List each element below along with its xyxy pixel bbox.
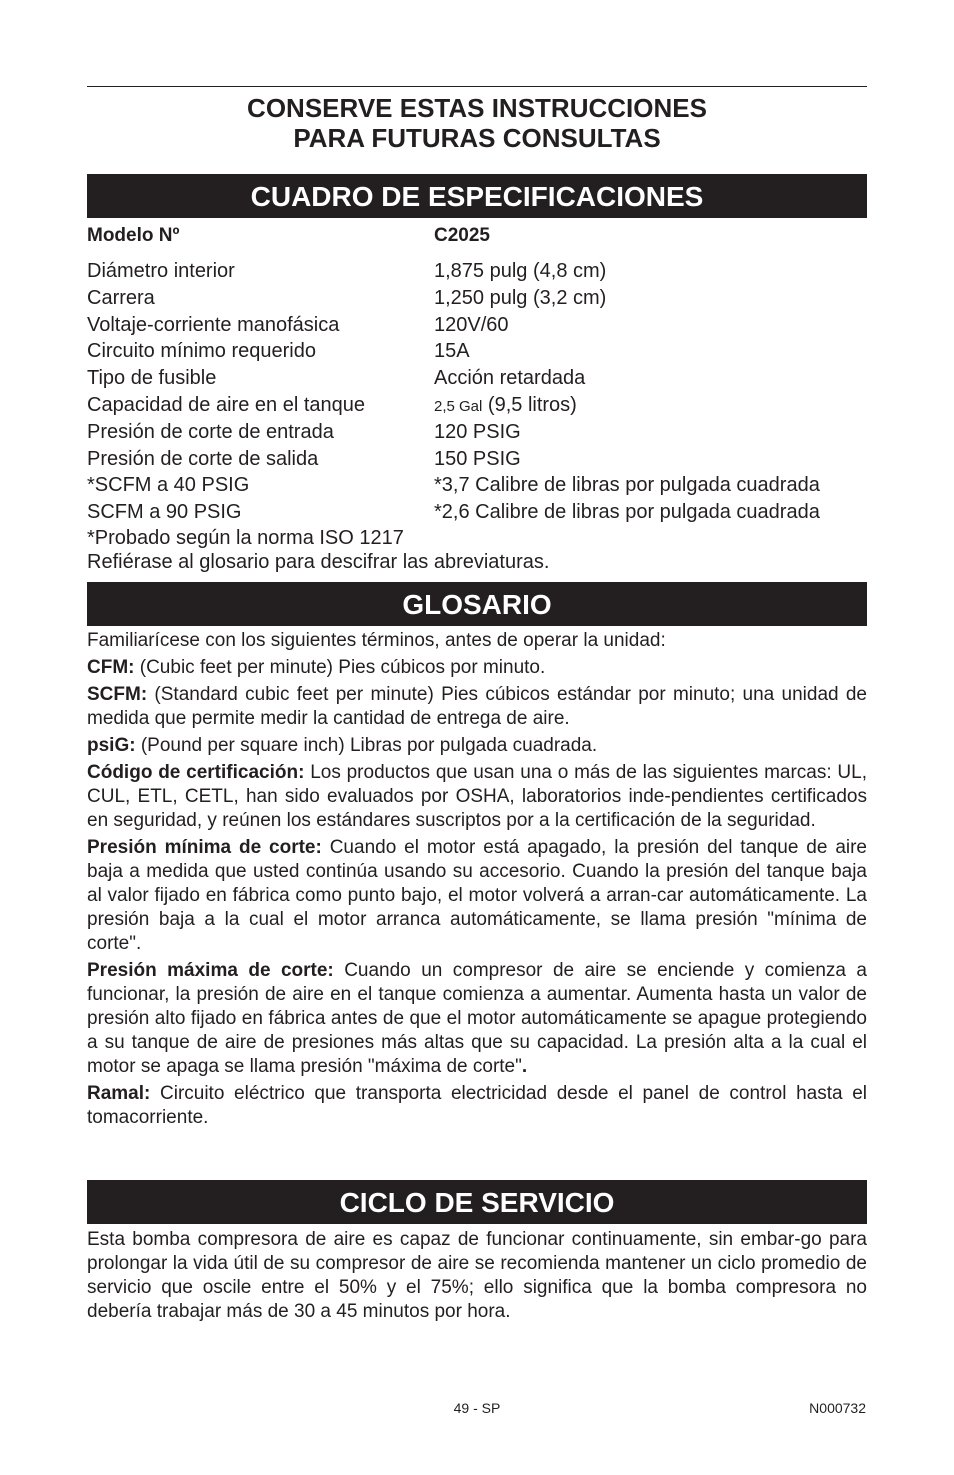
spec-label: Voltaje-corriente manofásica [87,313,340,336]
duty-cycle-text: Esta bomba compresora de aire es capaz de funcionar continuamente, sin embar-go para prolongar la vida útil de su compresor de aire se recomienda mantener un ciclo promedio de servicio que oscile entre el 50% y el 75%; ello significa que la bomba compresora no debería trabajar más de 30 a 45 minutos por hora. [87,1229,867,1322]
glossary-term: Ramal: [87,1083,151,1104]
glossary-entry [87,1082,867,1130]
glossary-definition: (Standard cubic feet per minute) Pies cúbicos estándar por minuto; una unidad de medida que permite medir la cantidad de entrega de aire. [87,684,867,729]
spec-row [87,446,867,473]
duty-cycle-section [87,1228,867,1324]
glossary-definition: Los productos que usan una o más de las siguientes marcas: UL, CUL, ETL, CETL, han sido evaluados por OSHA, laboratorios inde-pendientes certificados en seguridad, y reúnen los estándares suscriptos por a la certificación de la seguridad. [87,762,867,831]
page-title [87,93,867,153]
page-title-line-1: CONSERVE ESTAS INSTRUCCIONES [247,93,707,123]
glossary-term: Código de certificación: [87,762,305,783]
top-rule [87,86,867,87]
glossary-entry [87,959,867,1079]
spec-value: 15A [434,340,470,363]
spec-label: Circuito mínimo requerido [87,340,316,363]
glossary-trailing-period: . [521,1056,528,1077]
glossary-heading: GLOSARIO [87,582,867,626]
specs-table [87,223,867,574]
glossary-term: CFM: [87,657,135,678]
glossary-entry [87,836,867,956]
model-value: C2025 [434,225,490,246]
spec-value: *2,6 Calibre de libras por pulgada cuadrada [434,501,820,524]
spec-row [87,419,867,446]
spec-value: 150 PSIG [434,447,521,470]
glossary-section [87,629,867,1133]
glossary-term: Presión máxima de corte: [87,960,334,981]
spec-row [87,312,867,339]
glossary-definition: Cuando el motor está apagado, la presión del tanque de aire baja a medida que usted continúa usando su accesorio. Cuando la presión del tanque baja al valor fijado en fábrica como punto bajo, el motor volverá a arran-car automáticamente. La presión baja a la cual el motor arranca automáticamente, se llama presión "mínima de corte". [87,837,867,954]
spec-row [87,258,867,285]
spec-note-iso: *Probado según la norma ISO 1217 [87,526,404,549]
spec-value: 1,875 pulg (4,8 cm) [434,260,607,282]
tank-capacity-gal: 2,5 Gal [434,397,483,415]
duty-cycle-heading: CICLO DE SERVICIO [87,1180,867,1224]
glossary-entry [87,656,867,680]
spec-row [87,472,867,499]
spec-label: Presión de corte de entrada [87,420,334,443]
glossary-term: SCFM: [87,684,148,705]
spec-label: Carrera [87,286,155,309]
spec-value: 120 PSIG [434,420,521,443]
glossary-definition: (Pound per square inch) Libras por pulgada cuadrada. [135,735,598,756]
glossary-entry [87,683,867,731]
spec-note-glossary: Refiérase al glosario para descifrar las abreviaturas. [87,550,550,573]
spec-label: Tipo de fusible [87,367,217,390]
spec-row [87,392,867,419]
glossary-definition: Cuando un compresor de aire se enciende y comienza a funcionar, la presión de aire en el tanque comienza a aumentar. Aumenta hasta un valor de presión alto fijado en fábrica antes de que el motor automáticamente se apague protegiendo a su tanque de aire de presiones más altas que su capacidad. La presión alta a la cual el motor se apaga se llama presión "máxima de corte" [87,960,867,1077]
spec-row [87,365,867,392]
specs-heading: CUADRO DE ESPECIFICACIONES [87,174,867,218]
document-code: N000732 [809,1400,866,1416]
spec-label: Diámetro interior [87,260,235,282]
glossary-entry [87,761,867,833]
spec-row [87,285,867,312]
spec-value: 120V/60 [434,313,509,336]
spec-value [434,392,577,421]
page-title-line-2: PARA FUTURAS CONSULTAS [293,123,661,153]
glossary-intro: Familiarícese con los siguientes términos, antes de operar la unidad: [87,630,666,651]
spec-row-model [87,223,867,249]
spec-label: Capacidad de aire en el tanque [87,393,365,416]
spec-label: SCFM a 90 PSIG [87,501,242,524]
tank-capacity-liters: (9,5 litros) [482,393,577,416]
spec-label: *SCFM a 40 PSIG [87,474,250,497]
page-number: 49 - SP [453,1400,501,1416]
spec-value: *3,7 Calibre de libras por pulgada cuadrada [434,474,820,497]
spec-value: Acción retardada [434,367,586,390]
spec-row [87,499,867,526]
glossary-term: Presión mínima de corte: [87,837,322,858]
glossary-entry [87,734,867,758]
spec-label: Presión de corte de salida [87,447,319,470]
glossary-definition: Circuito eléctrico que transporta electricidad desde el panel de control hasta el tomacorriente. [87,1083,867,1128]
glossary-definition: (Cubic feet per minute) Pies cúbicos por minuto. [134,657,546,678]
model-label: Modelo Nº [87,225,180,246]
spec-row [87,338,867,365]
spec-value: 1,250 pulg (3,2 cm) [434,286,607,309]
glossary-term: psiG: [87,735,136,756]
